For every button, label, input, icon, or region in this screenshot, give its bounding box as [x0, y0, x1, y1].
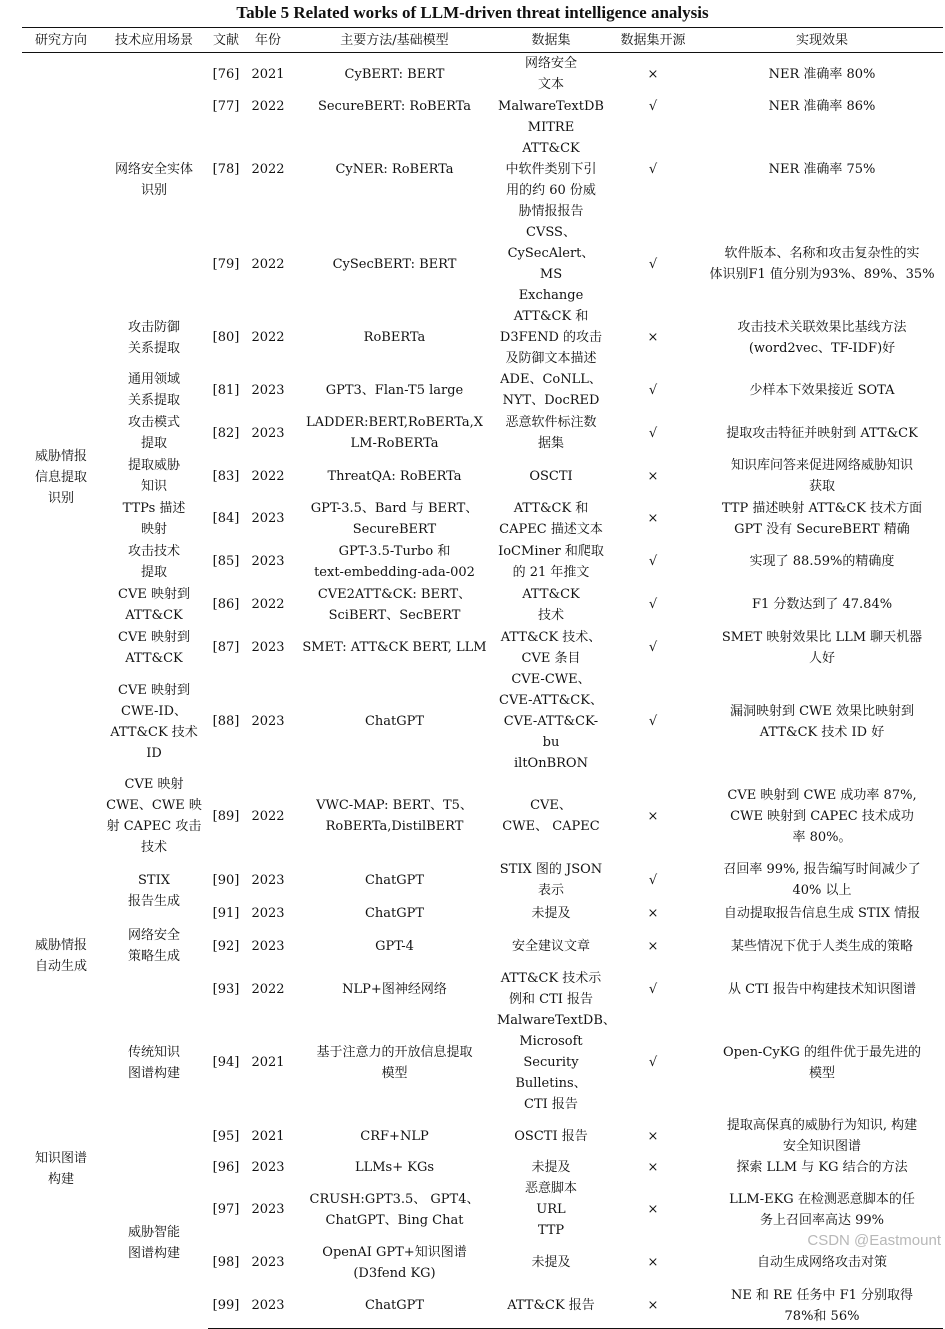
cell-year: 2021 [251, 1128, 285, 1144]
cell-reference: [87] [212, 640, 240, 655]
cell-dataset: ATT&CK 和 D3FEND 的攻击 及防御文本描述 [499, 309, 603, 366]
cell-dataset: 恶意软件标注数 据集 [505, 415, 597, 451]
cell-year: 2023 [251, 382, 285, 398]
cell-reference: [88] [212, 714, 240, 729]
cell-open-source: √ [648, 554, 658, 569]
cell-year: 2022 [251, 162, 285, 177]
cell-research-direction: 知识图谱 构建 [34, 1151, 87, 1187]
cell-dataset: MalwareTextDB [498, 98, 604, 114]
cell-application-scenario: 威胁智能 图谱构建 [127, 1224, 180, 1261]
cell-effect: 提取高保真的威胁行为知识, 构建 安全知识图谱 [726, 1118, 918, 1154]
cell-effect: 实现了 88.59%的精确度 [749, 554, 895, 569]
cell-year: 2022 [251, 981, 285, 997]
cell-open-source: × [647, 511, 659, 526]
cell-year: 2023 [251, 1202, 285, 1217]
cell-year: 2022 [251, 808, 285, 824]
table-row [22, 669, 943, 774]
cell-application-scenario: CVE 映射到 CWE-ID、 ATT&CK 技术 ID [110, 682, 198, 761]
cell-open-source: √ [648, 98, 658, 114]
cell-effect: 攻击技术关联效果比基线方法 (word2vec、TF-IDF)好 [737, 319, 907, 356]
cell-reference: [97] [212, 1202, 240, 1217]
cell-method: ChatGPT [364, 872, 425, 888]
cell-research-direction: 威胁情报 自动生成 [34, 938, 87, 974]
header-scenario: 技术应用场景 [100, 28, 208, 53]
cell-effect: 自动生成网络攻击对策 [756, 1255, 887, 1270]
cell-reference: [96] [212, 1160, 240, 1175]
cell-method: CyNER: RoBERTa [335, 162, 454, 177]
cell-year: 2022 [251, 468, 285, 484]
cell-year: 2023 [251, 714, 285, 729]
cell-effect: 某些情况下优于人类生成的策略 [730, 938, 913, 954]
cell-dataset: OSCTI 报告 [514, 1128, 588, 1144]
cell-effect: 从 CTI 报告中构建技术知识图谱 [727, 981, 917, 997]
cell-open-source: × [647, 1255, 659, 1270]
cell-dataset: 未提及 [531, 1160, 571, 1175]
cell-open-source: √ [648, 714, 658, 729]
header-direction: 研究方向 [22, 28, 100, 53]
cell-application-scenario: STIX 报告生成 [127, 873, 180, 909]
cell-open-source: √ [648, 981, 658, 997]
cell-method: GPT-3.5-Turbo 和 text-embedding-ada-002 [314, 543, 475, 580]
cell-year: 2023 [251, 938, 285, 954]
cell-dataset: CVE-CWE、 CVE-ATT&CK、 CVE-ATT&CK-bu iltOnBRON [499, 672, 603, 771]
cell-method: ThreatQA: RoBERTa [327, 468, 462, 484]
cell-reference: [84] [212, 511, 240, 526]
cell-dataset: STIX 图的 JSON 表示 [499, 862, 603, 898]
table-row [22, 1157, 943, 1178]
cell-reference: [91] [212, 905, 240, 921]
header-effect: 实现效果 [701, 28, 943, 53]
table-row [22, 369, 943, 411]
cell-method: GPT-4 [375, 938, 414, 954]
cell-open-source: √ [648, 162, 658, 177]
cell-effect: TTP 描述映射 ATT&CK 技术方面 GPT 没有 SecureBERT 精确 [721, 500, 923, 537]
cell-reference: [95] [212, 1128, 240, 1144]
cell-application-scenario: 传统知识 图谱构建 [127, 1044, 180, 1081]
cell-year: 2021 [251, 66, 285, 82]
cell-year: 2022 [251, 330, 285, 345]
cell-application-scenario: 网络安全实体 识别 [114, 161, 193, 198]
cell-effect: 探索 LLM 与 KG 结合的方法 [736, 1160, 908, 1175]
cell-open-source: √ [648, 1055, 658, 1070]
cell-dataset: 未提及 [531, 905, 571, 921]
cell-year: 2023 [251, 425, 285, 441]
cell-reference: [94] [212, 1055, 240, 1070]
table-row [22, 411, 943, 455]
cell-dataset: MalwareTextDB、 Microsoft Security Bulletins、 CTI 报告 [497, 1013, 616, 1112]
cell-open-source: × [647, 905, 659, 921]
cell-year: 2023 [244, 1284, 292, 1328]
cell-open-source: × [647, 330, 659, 345]
cell-year: 2023 [251, 872, 285, 888]
table-caption: Table 5 Related works of LLM-driven threat intelligence analysis [236, 3, 709, 22]
header-method: 主要方法/基础模型 [292, 28, 497, 53]
cell-effect: SMET 映射效果比 LLM 聊天机器 人好 [721, 629, 923, 666]
cell-method: ChatGPT [364, 905, 425, 921]
cell-application-scenario: CVE 映射到 ATT&CK [118, 629, 190, 666]
cell-open-source: × [647, 1160, 659, 1175]
header-open-source: 数据集开源 [605, 28, 701, 53]
header-row [22, 28, 943, 53]
cell-reference: [93] [212, 981, 240, 997]
cell-dataset: ATT&CK 技术示 例和 CTI 报告 [500, 971, 602, 1007]
cell-method: CySecBERT: BERT [332, 256, 457, 272]
cell-method: CyBERT: BERT [344, 66, 445, 82]
cell-reference: [85] [212, 554, 240, 569]
cell-application-scenario: 网络安全 策略生成 [127, 928, 180, 964]
cell-effect: 漏洞映射到 CWE 效果比映射到 ATT&CK 技术 ID 好 [729, 703, 915, 740]
cell-application-scenario: 攻击防御 关系提取 [127, 319, 180, 356]
table-row [22, 306, 943, 369]
cell-effect: NER 准确率 86% [768, 98, 876, 114]
cell-dataset: MITRE ATT&CK 中软件类别下引 用的约 60 份威 胁情报报告 [505, 120, 597, 219]
cell-open-source: √ [648, 256, 658, 272]
cell-effect: 自动提取报告信息生成 STIX 情报 [723, 905, 921, 921]
header-reference: 文献 [208, 28, 244, 53]
cell-open-source: × [647, 468, 659, 484]
cell-year: 2023 [251, 640, 285, 655]
table-row [22, 626, 943, 669]
cell-method: GPT-3.5、Bard 与 BERT、 SecureBERT [310, 500, 479, 537]
cell-reference: [78] [212, 162, 240, 177]
cell-method: LLMs+ KGs [354, 1160, 435, 1175]
cell-year: 2022 [251, 597, 285, 612]
cell-method: LADDER:BERT,RoBERTa,X LM-RoBERTa [305, 415, 484, 451]
cell-open-source: × [647, 1202, 659, 1217]
cell-method: CRUSH:GPT3.5、 GPT4、 ChatGPT、Bing Chat [309, 1191, 480, 1228]
cell-reference: [99] [208, 1284, 244, 1328]
cell-effect: Open-CyKG 的组件优于最先进的 模型 [723, 1044, 921, 1081]
related-works-table [22, 27, 943, 1329]
table-row [22, 583, 943, 626]
cell-method: SecureBERT: RoBERTa [317, 98, 472, 114]
cell-open-source: × [605, 1284, 701, 1328]
cell-reference: [81] [212, 382, 240, 398]
cell-application-scenario: TTPs 描述 映射 [122, 500, 186, 537]
cell-reference: [79] [212, 256, 240, 272]
cell-open-source: √ [648, 640, 658, 655]
cell-dataset: ATT&CK 技术、 CVE 条目 [500, 629, 602, 666]
cell-research-direction: 威胁情报 信息提取 识别 [34, 449, 87, 506]
cell-effect: 软件版本、名称和攻击复杂性的实 体识别F1 值分别为93%、89%、35% [709, 246, 935, 282]
cell-open-source: × [647, 808, 659, 824]
cell-method: VWC-MAP: BERT、T5、 RoBERTa,DistilBERT [316, 798, 473, 834]
cell-method: CVE2ATT&CK: BERT、 SciBERT、SecBERT [317, 586, 472, 623]
cell-reference: [82] [212, 425, 240, 441]
cell-year: 2023 [251, 511, 285, 526]
cell-year: 2023 [251, 905, 285, 921]
cell-application-scenario: 攻击技术 提取 [127, 543, 180, 580]
cell-open-source: √ [648, 872, 658, 888]
cell-application-scenario: 攻击模式 提取 [127, 415, 180, 451]
cell-open-source: √ [648, 382, 658, 398]
table-row [22, 53, 943, 96]
cell-reference: [76] [212, 66, 240, 82]
cell-effect: LLM-EKG 在检测恶意脚本的任 务上召回率高达 99% [729, 1191, 915, 1228]
cell-reference: [77] [212, 98, 240, 114]
cell-year: 2023 [251, 554, 285, 569]
cell-reference: [90] [212, 872, 240, 888]
cell-effect: NE 和 RE 任务中 F1 分别取得 78%和 56% [701, 1284, 943, 1328]
cell-dataset: ATT&CK 技术 [522, 586, 580, 623]
watermark: CSDN @Eastmount [807, 1232, 941, 1249]
cell-reference: [83] [212, 468, 240, 484]
cell-application-scenario: CVE 映射到 ATT&CK [118, 586, 190, 623]
table-row [22, 968, 943, 1010]
table-row [22, 774, 943, 858]
cell-method: ChatGPT [364, 714, 425, 729]
cell-application-scenario: 通用领域 关系提取 [127, 372, 180, 408]
table-row [22, 540, 943, 583]
cell-reference: [89] [212, 808, 240, 824]
cell-open-source: × [647, 1128, 659, 1144]
header-dataset: 数据集 [497, 28, 605, 53]
cell-method: ChatGPT [292, 1284, 497, 1328]
cell-dataset: ATT&CK 报告 [497, 1284, 605, 1328]
cell-effect: CVE 映射到 CWE 成功率 87%, CWE 映射到 CAPEC 技术成功 率 80%。 [727, 787, 917, 845]
cell-open-source: √ [648, 597, 658, 612]
table-row [22, 497, 943, 540]
cell-year: 2022 [251, 98, 285, 114]
cell-method: OpenAI GPT+知识图谱 (D3fend KG) [322, 1244, 467, 1281]
table-row [22, 455, 943, 497]
header-year: 年份 [244, 28, 292, 53]
cell-year: 2021 [251, 1055, 285, 1070]
cell-effect: 提取攻击特征并映射到 ATT&CK [726, 425, 918, 441]
cell-method: CRF+NLP [360, 1128, 429, 1144]
cell-effect: NER 准确率 80% [768, 66, 876, 82]
cell-dataset: 网络安全 文本 [524, 56, 577, 92]
cell-dataset: ADE、CoNLL、 NYT、DocRED [500, 372, 602, 408]
cell-dataset: OSCTI [529, 468, 573, 484]
cell-open-source: √ [648, 425, 658, 441]
cell-effect: 召回率 99%, 报告编写时间减少了 40% 以上 [723, 862, 921, 898]
cell-effect: 少样本下效果接近 SOTA [749, 382, 895, 398]
cell-year: 2022 [251, 256, 285, 272]
cell-dataset: 恶意脚本 URL TTP [524, 1181, 577, 1238]
cell-reference: [80] [212, 330, 240, 345]
cell-application-scenario: 提取威胁 知识 [127, 458, 180, 494]
cell-dataset: 安全建议文章 [511, 938, 590, 954]
table-row [22, 858, 943, 902]
cell-reference: [98] [212, 1255, 240, 1270]
cell-dataset: ATT&CK 和 CAPEC 描述文本 [499, 500, 603, 537]
cell-dataset: CVSS、 CySecAlert、MS Exchange [507, 225, 595, 303]
cell-method: 基于注意力的开放信息提取 模型 [316, 1044, 473, 1081]
cell-open-source: × [647, 938, 659, 954]
cell-effect: 知识库问答来促进网络威胁知识 获取 [730, 458, 913, 494]
cell-method: SMET: ATT&CK BERT, LLM [302, 640, 487, 655]
cell-method: RoBERTa [363, 330, 426, 345]
table-row [22, 924, 943, 968]
cell-reference: [92] [212, 938, 240, 954]
cell-reference: [86] [212, 597, 240, 612]
cell-dataset: 未提及 [531, 1255, 571, 1270]
table-body [22, 53, 943, 1329]
cell-dataset: IoCMiner 和爬取 的 21 年推文 [498, 543, 604, 580]
cell-year: 2023 [251, 1160, 285, 1175]
cell-effect: F1 分数达到了 47.84% [751, 597, 893, 612]
cell-open-source: × [647, 66, 659, 82]
cell-application-scenario: CVE 映射 CWE、CWE 映 射 CAPEC 攻击 技术 [106, 777, 202, 855]
cell-method: GPT3、Flan-T5 large [325, 382, 464, 398]
cell-method: NLP+图神经网络 [342, 981, 447, 997]
cell-year: 2023 [251, 1255, 285, 1270]
cell-effect: NER 准确率 75% [768, 162, 876, 177]
cell-dataset: CVE、 CWE、 CAPEC [502, 798, 600, 834]
